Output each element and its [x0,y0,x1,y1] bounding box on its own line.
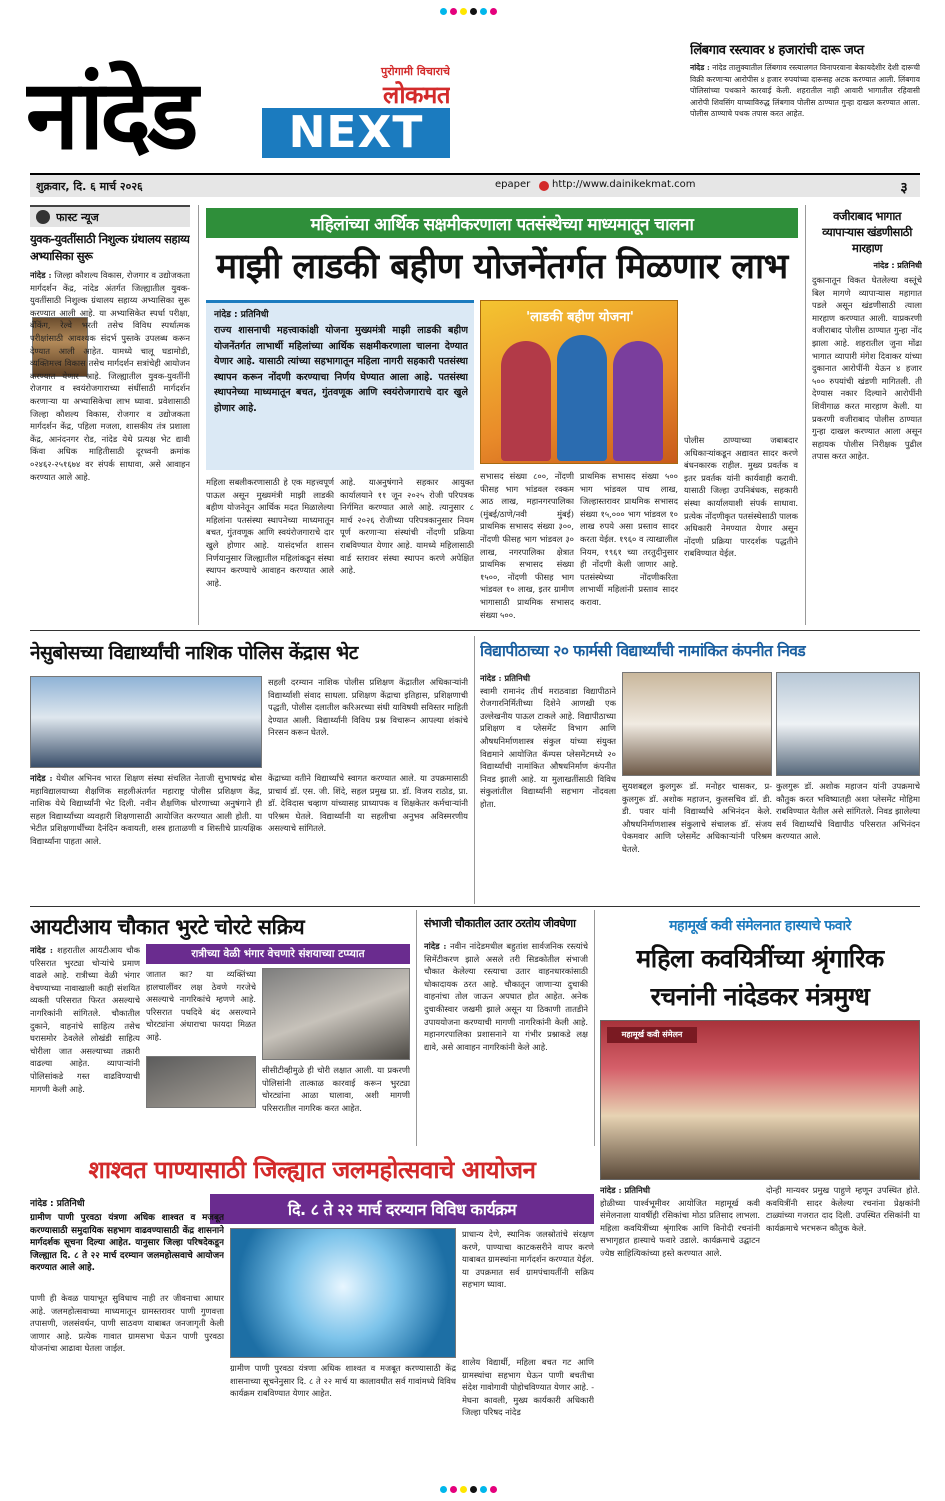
main-col-4: प्राथमिक सभासद संख्या ५०० भाग भांडवल पाच लाख, जिल्हास्तरावर प्राथमिक सभासद संख्या १५,००० भाग भांडवल १० लाख रुपये असा प्रस्ताव सादर करता येईल. १९६० व त्याखालील नियम, १९६१ च्या तरतुदीनुसार ही नोंदणी केली जाणार आहे. पतसंस्थेच्या नोंदणीकरिता लाभार्थी महिलांनी प्रस्ताव सादर करावा. [580,471,678,607]
water-body-4: शालेय विद्यार्थी, महिला बचत गट आणि ग्रामस्थांचा सहभाग घेऊन पाणी बचतीचा संदेश गावोगावी पोहोचविण्यात येणार आहे. - मेघना कावली, मुख्य कार्यकारी अधिकारी जिल्हा परिषद नांदेड [462,1357,594,1418]
water-body-2: ग्रामीण पाणी पुरवठा यंत्रणा अधिक शाश्वत व मजबूत करण्यासाठी केंद्र शासनाच्या सूचनेनुसार दि. ८ ते २२ मार्च या कालावधीत सर्व गावांमध्ये विविध कार्यक्रम राबविण्यात येणार आहेत. [230,1363,456,1399]
pharmacy-body-2: सुयशबद्दल कुलगुरू डॉ. मनोहर चासकर, प्र-कुलगुरू डॉ. अशोक महाजन, कुलसचिव डॉ. डी. डी. पवार यांनी विद्यार्थ्यांचे अभिनंदन केले. औषधनिर्माणशास्त्र संकुलाचे संचालक डॉ. संजय पेकमवार आणि प्लेसमेंट अधिकाऱ्यांनी परिश्रम घेतले. [622,781,772,854]
water-photo [230,1228,456,1358]
police-headline: नेसुबोसच्या विद्यार्थ्यांची नाशिक पोलिस केंद्रास भेट [30,642,358,664]
iti-body-3: सीसीटीव्हीमुळे ही चोरी लक्षात आली. या प्रकरणी पोलिसांनी तात्काळ कारवाई करून भुरट्या चोरट्यांना आळा घालावा, अशी मागणी परिसरातील नागरिक करत आहेत. [262,1065,410,1113]
water-body-1: पाणी ही केवळ पायाभूत सुविधाच नाही तर जीवनाचा आधार आहे. जलमहोत्सवाच्या माध्यमातून ग्रामस्तरावर पाणी गुणवत्ता तपासणी, जलसंवर्धन, पाणी साठवण याबाबत जनजागृती केली जाणार आहे. प्रत्येक गावात ग्रामसभा घेऊन पाणी पुरवठा योजनांचा आढावा घेतला जाईल. [30,1293,224,1354]
pharmacy-body-1: स्वामी रामानंद तीर्थ मराठवाडा विद्यापीठाने रोजगारनिर्मितीच्या दिशेने आणखी एक उल्लेखनीय पाऊल टाकले आहे. विद्यापीठाच्या प्रशिक्षण व प्लेसमेंट विभाग आणि औषधनिर्माणशास्त्र संकुल यांच्या संयुक्त विद्यमाने आयोजित कॅम्पस प्लेसमेंटमध्ये २० विद्यार्थ्यांची नामांकित औषधनिर्माण कंपनीत निवड झाली आहे. या मुलाखतींसाठी विविध संकुलांतील विद्यार्थ्यांनी सहभाग नोंदवला होता. [480,685,616,809]
website-link[interactable]: http://www.dainikekmat.com [552,179,696,190]
woman-figure-right [613,341,663,461]
masthead-paper: लोकमत [383,81,450,106]
sambhaji-body [424,940,588,1146]
poetry-body-2: दोन्ही मान्यवर प्रमुख पाहुणे म्हणून उपस्थित होते. कवयित्रींनी सादर केलेल्या रचनांना प्रेक्षकांनी टाळ्यांच्या गजरात दाद दिली. उपस्थित रसिकांनी या कार्यक्रमाचे भरभरून कौतुक केले. [766,1185,920,1233]
iti-photo [262,968,410,1060]
page-number: ३ [900,180,908,196]
woman-figure-left [501,341,551,461]
masthead-date: शुक्रवार, दि. ६ मार्च २०२६ [36,180,143,193]
iti-headline: आयटीआय चौकात भुरटे चोरटे सक्रिय [30,915,305,939]
water-body-3: प्राधान्य देणे, स्थानिक जलस्रोतांचे संरक्षण करणे, पाण्याचा काटकसरीने वापर करणे याबाबत ग्रामस्थांना मार्गदर्शन करण्यात येईल. या उपक्रमात सर्व ग्रामपंचायतींनी सक्रिय सहभाग घ्यावा. [462,1229,594,1290]
pharmacy-col-1 [480,672,616,902]
iti-subhead-bar [146,944,410,964]
fast-news-label-bar [30,205,190,227]
right-story-title: वजीराबाद भागात व्यापाऱ्यास खंडणीसाठी मारहाण [822,209,912,255]
fast-news-body [30,269,190,625]
iti-photo-small [146,1056,256,1108]
pharmacy-body-3: कुलगुरू डॉ. अशोक महाजन यांनी उपक्रमाचे कौतुक करत भविष्यातही अशा प्लेसमेंट मोहिमा राबविण्यात येतील असे सांगितले. निवड झालेल्या सर्व विद्यार्थ्यांचे विद्यापीठ परिसरात अभिनंदन करण्यात आले. [776,781,920,842]
main-headline: माझी लाडकी बहीण योजनेंतर्गत मिळणार लाभ [216,247,788,287]
top-brief-title: लिंबगाव रस्त्यावर ४ हजारांची दारू जप्त [690,43,864,58]
sambhaji-headline: संभाजी चौकातील उतार ठरतोय जीवघेणा [424,917,576,930]
police-text: येथील अभिनव भारत शिक्षण संस्था संचलित नेताजी सुभाषचंद्र बोस महाविद्यालयाच्या शैक्षणिक सहलीअंतर्गत महाराष्ट्र पोलीस प्रशिक्षण केंद्र, नाशिक येथे विद्यार्थ्यांनी भेट दिली. नवीन शैक्षणिक धोरणाच्या अनुषंगाने ही सहल विद्यार्थ्यांच्या व्यवहारी शिक्षणासाठी आयोजित करण्यात आली होती. या भेटीत प्रशिक्षणार्थींच्या दैनंदिन कवायती, शस्त्र हाताळणी व शिस्तीचे प्रात्यक्षिक विद्यार्थ्यांना पाहता आले. [30,773,262,846]
police-body-1 [30,772,262,900]
main-col-5: पोलीस ठाण्याच्या जबाबदार अधिकाऱ्यांकडून अद्यावत सादर करणे बंधनकारक राहील. मुख्य प्रवर्तक व इतर प्रवर्तक यांनी कार्यवाही करावी. यासाठी जिल्हा उपनिबंधक, सहकारी संस्था कार्यालयाशी संपर्क साधावा. प्रत्येक नोंदणीकृत पतसंस्थेसाठी पालक अधिकारी नेमण्यात येणार असून नोंदणी प्रक्रिया पारदर्शक पद्धतीने राबविण्यात येईल. [684,435,798,559]
news-icon [36,210,50,224]
top-brief-lead: नांदेड : [690,63,710,72]
poetry-banner: महामूर्ख कवी संमेलन [607,1027,697,1043]
police-photo [30,676,262,768]
main-col-1: महिला सबलीकरणासाठी हे एक महत्त्वपूर्ण पाऊल असून मुख्यमंत्री माझी लाडकी बहीण योजनेतून आर्थिक मदत मिळालेल्या महिलांना पतसंस्था स्थापनेच्या माध्यमातून बचत, गुंतवणूक आणि स्वयंरोजगाराचे दार खुले होणार आहे. यासंदर्भात शासन निर्णयानुसार जिल्ह्यातील महिलांकडून संस्था स्थापन करण्याचे आवाहन करण्यात आले आहे. [206,477,334,588]
poetry-kicker: महामूर्ख कवी संमेलनात हास्याचे फवारे [669,918,851,934]
globe-icon [539,181,549,191]
water-subhead: दि. ८ ते २२ मार्च दरम्यान विविध कार्यक्रम [287,1200,517,1219]
fast-news [30,205,190,625]
right-story-body: दुकानातून विकत घेतलेल्या वस्तूंचे बिल मागणे व्यापाऱ्यास महागात पडले असून खंडणीसाठी त्याला मारहाण करण्यात आली. याप्रकरणी वजीराबाद पोलीस ठाण्यात गुन्हा नोंद झाला आहे. शहरातील जुना मोंढा भागात व्यापारी मंगेश दिवाकर यांच्या दुकानात आरोपींनी येऊन ४ हजार ५०० रुपयांची खंडणी मागितली. ती देण्यास नकार दिल्याने आरोपींनी शिवीगाळ करत मारहाण केली. या प्रकरणी वजीराबाद पोलीस ठाण्यात गुन्हा दाखल करण्यात आला असून सहायक पोलीस निरीक्षक पुढील तपास करत आहेत. [812,275,922,462]
epaper-label: epaper [495,179,531,190]
water-headline: शाश्वत पाण्यासाठी जिल्ह्यात जलमहोत्सवाचे आयोजन [88,1156,536,1184]
main-col-2: आहे. याअनुषंगाने सहकार आयुक्त कार्यालयाने ११ जून २०२५ रोजी परिपत्रक निर्गमित करण्यात आले आहे. त्यानुसार ८ मार्च २०२६ रोजीच्या परिपत्रकानुसार नियम पूर्ण करणाऱ्या संस्थांची नोंदणी प्रक्रिया राबविण्यात येणार आहे. यामध्ये महिलासाठी वार्ड स्तरावर संस्था स्थापन करणे अपेक्षित आहे. [340,477,474,576]
pharmacy-headline: विद्यापीठाच्या २० फार्मसी विद्यार्थ्यांची नामांकित कंपनीत निवड [480,642,806,660]
main-photo [480,300,678,464]
main-intro-box [206,300,474,470]
poetry-byline: नांदेड : प्रतिनिधी [600,1185,651,1195]
main-photo-caption: 'लाडकी बहीण योजना' [526,310,634,325]
top-brief-text: नांदेड तालुक्यातील लिंबगाव रस्त्यालगत विनापरवाना बेकायदेशीर देशी दारूची विक्री करणाऱ्या आरोपीस ४ हजार रुपयांच्या दारूसह अटक करण्यात आली. लिंबगाव पोलिसांच्या पथकाने कारवाई केली. शहरातील नाही आवारी भागातील रहिवासी आरोपी शिवसिंग याच्याविरुद्ध लिंबगाव पोलीस ठाण्यात गुन्हा दाखल करण्यात आला. पोलीस ठाण्याचे पथक तपास करत आहेत. [690,63,920,118]
sambhaji-text: नवीन नांदेडमधील बहुतांश सार्वजनिक रस्त्यांचे सिमेंटीकरण झाले असले तरी सिडकोतील संभाजी चौकात केलेल्या रस्त्याचा उतार वाहनधारकांसाठी धोकादायक ठरत आहे. चौकातून जाणाऱ्या दुचाकी वाहनांचा तोल जाऊन अपघात होत आहेत. अनेक दुचाकीस्वार जखमी झाले असून या ठिकाणी तातडीने उपाययोजना करण्याची मागणी नागरिकांनी केली आहे. महानगरपालिका प्रशासनाने या गंभीर प्रश्नाकडे लक्ष द्यावे, असे आवाहन नागरिकांनी केले आहे. [424,941,588,1052]
registration-marks-bottom [440,1486,497,1493]
pharmacy-byline: नांदेड : प्रतिनिधी [480,673,531,683]
main-byline: नांदेड : प्रतिनिधी [214,310,269,320]
police-body-3: केंद्राच्या वतीने विद्यार्थ्यांचे स्वागत करण्यात आले. या उपक्रमासाठी प्राचार्य डॉ. एस. जी. शिंदे, सहल प्रमुख प्रा. डॉ. विजय राठोड, प्रा. डॉ. देविदास चव्हाण यांच्यासह प्राध्यापक व शिक्षकेतर कर्मचाऱ्यांनी परिश्रम घेतले. विद्यार्थ्यांनी या सहलीचा अनुभव अविस्मरणीय असल्याचे सांगितले. [268,773,468,834]
water-subhead-bar [210,1194,594,1224]
sambhaji-lead: नांदेड : [424,941,447,951]
main-kicker [206,208,798,238]
fast-news-title: युवक-युवतींसाठी निशुल्क ग्रंथालय सहाय्य अभ्यासिका सुरू [30,232,190,263]
right-story-byline: नांदेड : प्रतिनिधी [873,261,922,270]
poetry-body-1 [600,1184,760,1484]
top-brief-body [690,62,920,168]
masthead-tagline: पुरोगामी विचाराचे [380,65,450,78]
fast-news-text: जिल्हा कौशल्य विकास, रोजगार व उद्योजकता मार्गदर्शन केंद्र, नांदेड अंतर्गत जिल्ह्यातील युवक-युवतींसाठी निशुल्क ग्रंथालय सहाय्य अभ्यासिका सुरू करण्यात आली आहे. या अभ्यासिकेत स्पर्धा परीक्षा, बँकिंग, रेल्वे भरती तसेच विविध स्पर्धात्मक परीक्षांसाठी आवश्यक संदर्भ पुस्तके उपलब्ध करून देण्यात आली आहेत. यामध्ये चालू घडामोडी, व्यक्तिमत्त्व विकास तसेच मार्गदर्शन सत्रांचेही आयोजन करण्यात येणार आहे. जिल्ह्यातील युवक-युवतींनी रोजगार व स्वयंरोजगाराच्या संधींसाठी मार्गदर्शन करणाऱ्या या अभ्यासिकेचा लाभ घ्यावा. प्रवेशासाठी जिल्हा कौशल्य विकास, रोजगार व उद्योजकता मार्गदर्शन केंद्र, पहिला मजला, शासकीय तंत्र प्रशाला केंद्र, आनंदनगर रोड, नांदेड येथे प्रत्यक्ष भेट द्यावी किंवा अधिक माहितीसाठी दूरध्वनी क्रमांक ०२४६२-२५१६७४ वर संपर्क साधावा, असे आवाहन करण्यात आले आहे. [30,270,190,482]
fast-news-lead: नांदेड : [30,270,52,280]
masthead-brand: NEXT [262,108,450,158]
iti-lead: नांदेड : [30,945,53,955]
right-story [812,208,922,624]
poetry-text-1: होळीच्या पार्श्वभूमीवर आयोजित महामूर्ख कवी संमेलनाला यावर्षीही रसिकांचा मोठा प्रतिसाद लाभला. महिला कवयित्रींच्या श्रृंगारिक आणि विनोदी रचनांनी सभागृहात हास्याचे फवारे उडाले. कार्यक्रमाचे उद्घाटन ज्येष्ठ साहित्यिकांच्या हस्ते करण्यात आले. [600,1197,760,1258]
top-brief [690,40,920,170]
registration-marks-top [440,8,497,15]
fast-news-label: फास्ट न्यूज [56,211,99,224]
water-byline: नांदेड : प्रतिनिधी [30,1199,85,1209]
police-lead: नांदेड : [30,773,53,783]
main-kicker-text: महिलांच्या आर्थिक सक्षमीकरणाला पतसंस्थेच्या माध्यमातून चालना [310,215,694,235]
woman-figure-center [557,335,607,461]
masthead-city: नांदेड [26,60,195,171]
poetry-headline: महिला कवयित्रींच्या श्रृंगारिक रचनांनी नांदेडकर मंत्रमुग्ध [636,944,884,1011]
water-intro: ग्रामीण पाणी पुरवठा यंत्रणा अधिक शाश्वत व मजबूत करण्यासाठी समुदायिक सहभाग वाढवण्यासाठी केंद्र शासनाने मार्गदर्शक सूचना दिल्या आहेत. यानुसार जिल्हा परिषदेकडून जिल्ह्यात दि. ८ ते २२ मार्च दरम्यान जलमहोत्सवाचे आयोजन करण्यात आले आहे. [30,1213,224,1273]
main-col-3: सभासद संख्या ८००, नोंदणी फीसह भाग भांडवल रक्कम आठ लाख, महानगरपालिका (मुंबई/ठाणे/नवी मुंबई) प्राथमिक सभासद संख्या ३००, नोंदणी फीसह भाग भांडवल ३० लाख, नगरपालिका क्षेत्रात प्राथमिक सभासद संख्या १५००, नोंदणी फीसह भाग भांडवल १० लाख, इतर ग्रामीण भागासाठी प्राथमिक सभासद संख्या ५००. [480,471,574,620]
iti-subhead: रात्रीच्या वेळी भंगार वेचणारे संशयाच्या टप्प्यात [191,948,365,960]
main-intro: राज्य शासनाची महत्त्वाकांक्षी योजना मुख्यमंत्री माझी लाडकी बहीण योजनेंतर्गत लाभार्थी महिलांच्या आर्थिक सक्षमीकरणाला चालना देण्यात येणार आहे. यासाठी त्यांच्या सहभागातून महिला नागरी सहकारी पतसंस्था स्थापन करून नोंदणी करण्याचा निर्णय घेण्यात आला आहे. पतसंस्था स्थापनेच्या माध्यमातून बचत, गुंतवणूक आणि स्वयंरोजगाराचे दार खुले होणार आहे. [214,325,468,414]
police-body-2: सहली दरम्यान नाशिक पोलीस प्रशिक्षण केंद्रातील अधिकाऱ्यांनी विद्यार्थ्यांशी संवाद साधला. प्रशिक्षण केंद्राचा इतिहास, प्रशिक्षणाची पद्धती, पोलीस दलातील करिअरच्या संधी याविषयी सविस्तर माहिती देण्यात आली. विद्यार्थ्यांनी विविध प्रश्न विचारून आपल्या शंकांचे निरसन करून घेतले. [268,677,468,738]
pharmacy-photo-1 [622,672,772,776]
iti-body-2: जातात का? या व्यक्तिंच्या हालचालींवर लक्ष ठेवणे गरजेचे असल्याचे नागरिकांचे म्हणणे आहे. परिसरात पथदिवे बंद असल्याने चोरट्यांना अंधाराचा फायदा मिळत आहे. [146,969,256,1042]
iti-text: शहरातील आयटीआय चौक परिसरात भुरट्या चोऱ्यांचे प्रमाण वाढले आहे. रात्रीच्या वेळी भंगार वेचण्याच्या नावाखाली काही संशयित व्यक्ती परिसरात फिरत असल्याचे नागरिकांनी सांगितले. चौकातील दुकाने, वाहनांचे साहित्य तसेच घरासमोर ठेवलेले लोखंडी साहित्य चोरीला जात असल्याच्या तक्रारी वाढल्या आहेत. व्यापाऱ्यांनी पोलिसांकडे गस्त वाढविण्याची मागणी केली आहे. [30,945,140,1094]
poetry-photo [600,1020,920,1180]
pharmacy-photo-2 [776,672,920,776]
